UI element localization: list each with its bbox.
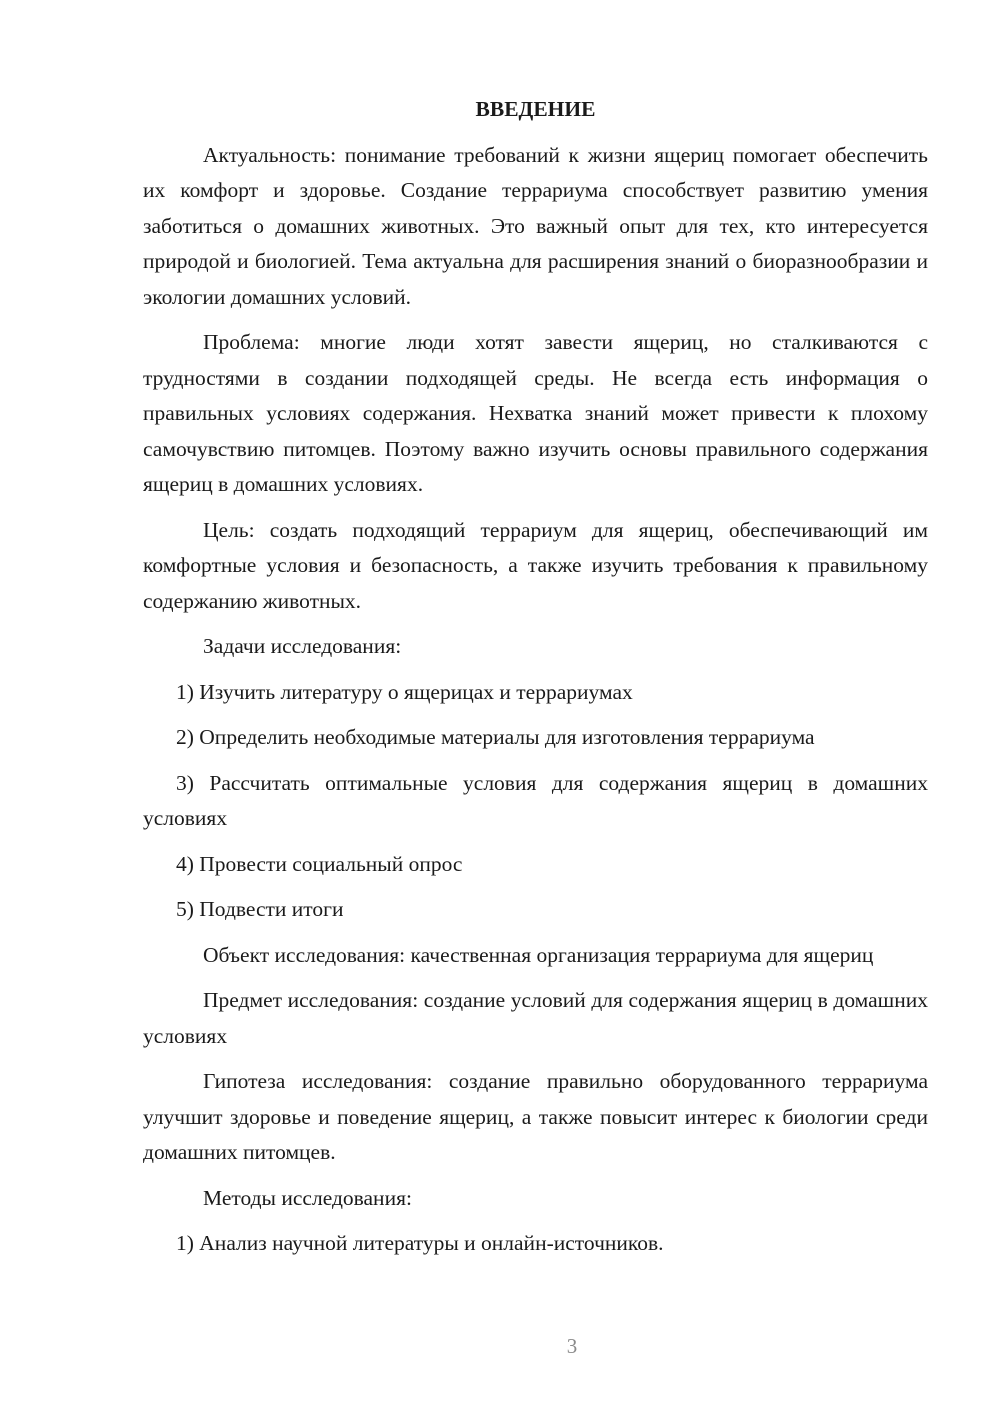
task-item: 1) Изучить литературу о ящерицах и террариумах	[176, 679, 633, 704]
page-number: 3	[566, 1334, 578, 1358]
goal-paragraph: Цель: создать подходящий террариум для ящериц, обеспечивающий им комфортные условия и безопасность, а также изучить требования к правильному содержанию животных.	[143, 517, 928, 613]
task-item: 3) Рассчитать оптимальные условия для содержания ящериц в домашних условиях	[143, 770, 928, 830]
subject-paragraph: Предмет исследования: создание условий для содержания ящериц в домашних условиях	[143, 988, 928, 1048]
problem-paragraph: Проблема: многие люди хотят завести ящериц, но сталкиваются с трудностями в создании подходящей среды. Не всегда есть информация о правильных условиях содержания. Нехватка знаний может привести к плохому самочувствию питомцев. Поэтому важно изучить основы правильного содержания ящериц в домашних условиях.	[143, 330, 928, 496]
method-item: 1) Анализ научной литературы и онлайн-источников.	[176, 1231, 664, 1255]
section-title: ВВЕДЕНИЕ	[475, 97, 596, 121]
object-paragraph: Объект исследования: качественная организация террариума для ящериц	[203, 942, 874, 967]
task-item: 4) Провести социальный опрос	[176, 851, 463, 876]
tasks-heading: Задачи исследования:	[203, 634, 402, 658]
hypothesis-paragraph: Гипотеза исследования: создание правильно оборудованного террариума улучшит здоровье и поведение ящериц, а также повысит интерес к биологии среди домашних питомцев.	[143, 1069, 928, 1164]
task-item: 2) Определить необходимые материалы для изготовления террариума	[176, 725, 815, 749]
task-item: 5) Подвести итоги	[176, 897, 344, 921]
methods-heading: Методы исследования:	[203, 1185, 412, 1210]
relevance-paragraph: Актуальность: понимание требований к жизни ящериц помогает обеспечить их комфорт и здоровье. Создание террариума способствует развитию умения заботиться о домашних животных. Это важный опыт для тех, кто интересуется природой и биологией. Тема актуальна для расширения знаний о биоразнообразии и экологии домашних условий.	[143, 142, 928, 309]
document-page	[143, 92, 928, 1272]
